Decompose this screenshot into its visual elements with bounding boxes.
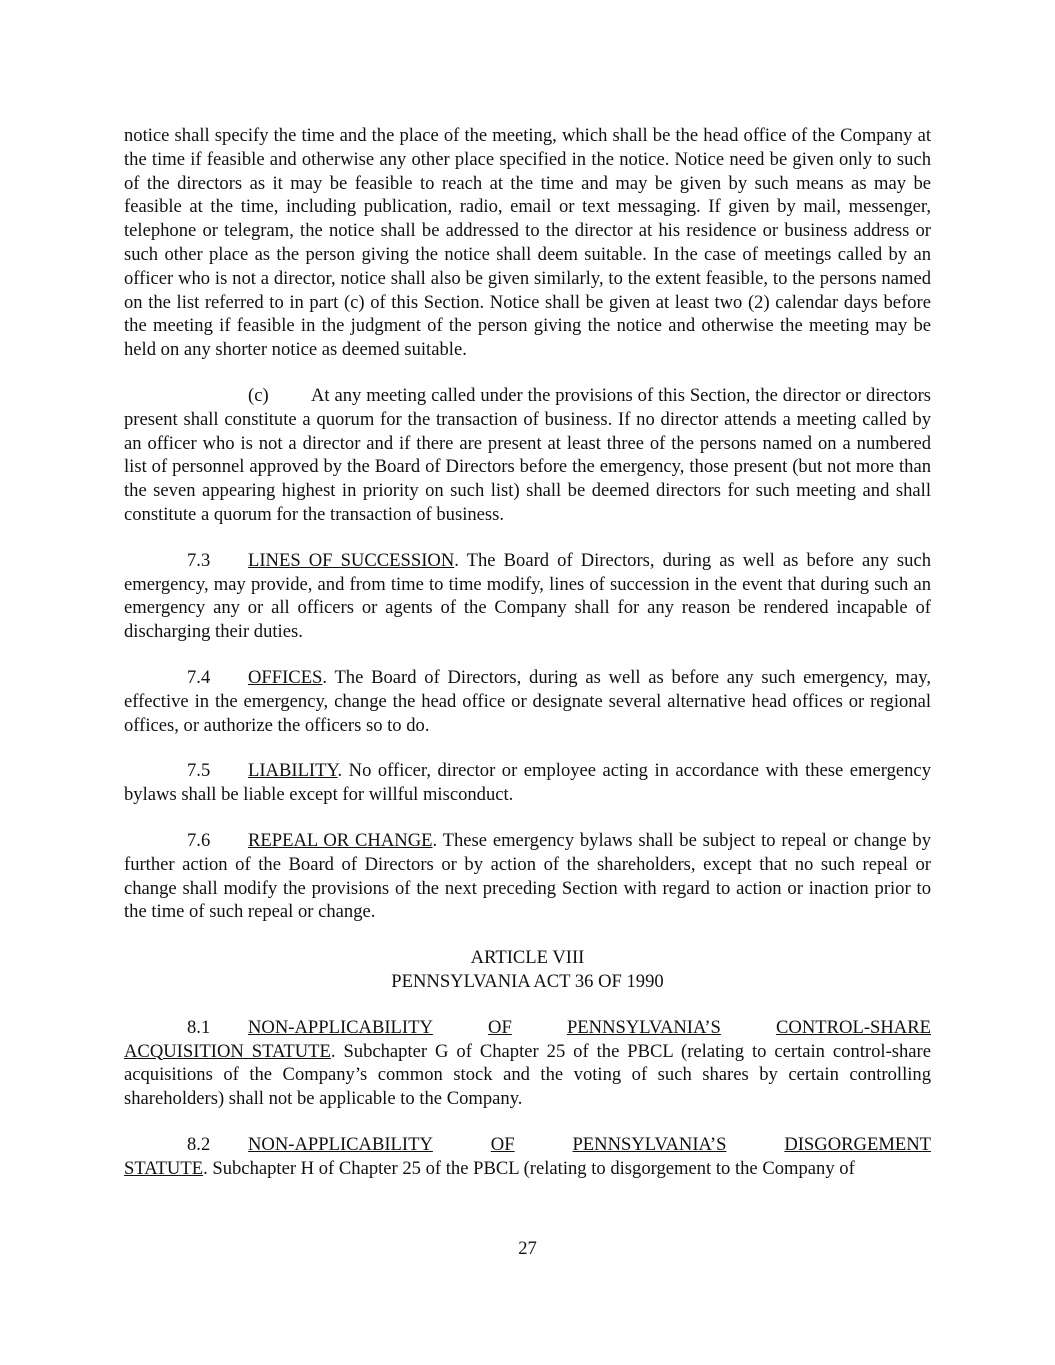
section-heading: LINES OF SUCCESSION — [248, 549, 455, 571]
section-body: . These emergency bylaws shall be subject to repeal or change by further action of the Board of Directors or by action of the shareholders, except that no such repeal or change shall modify the provisions of the next preceding Section with regard to action or inaction prior to the time of such repeal or change. — [124, 829, 931, 923]
section-heading: REPEAL OR CHANGE — [248, 829, 433, 851]
heading-word: NON-APPLICABILITY — [248, 1016, 433, 1038]
section-heading-line — [124, 1133, 931, 1157]
paragraph-notice — [124, 124, 931, 362]
heading-word: NON-APPLICABILITY — [248, 1133, 433, 1155]
section-heading: LIABILITY — [248, 760, 338, 782]
article-number: ARTICLE VIII — [470, 947, 585, 969]
section-body: . No officer, director or employee acting in accordance with these emergency bylaws shall be liable except for willful misconduct. — [124, 760, 931, 806]
section-8-2 — [124, 1133, 931, 1181]
paragraph-c-label: (c) — [248, 384, 269, 406]
section-number: 7.6 — [187, 829, 211, 851]
paragraph-notice-text: notice shall specify the time and the place of the meeting, which shall be the head office of the Company at the time if feasible and otherwise any other place specified in the notice. Notice need be given only to such of the directors as it may be feasible to reach at the time and may be given by such means as may be feasible at the time, including publication, radio, email or text messaging. If given by mail, messenger, telephone or telegram, the notice shall be addressed to the director at his residence or business address or such other place as the person giving the notice shall deem suitable. In the case of meetings called by an officer who is not a director, notice shall also be given similarly, to the extent feasible, to the persons named on the list referred to in part (c) of this Section. Notice shall be given at least two (2) calendar days before the meeting if feasible in the judgment of the person giving the notice and otherwise the meeting may be held on any shorter notice as deemed suitable. — [124, 125, 931, 361]
section-number: 8.1 — [187, 1016, 211, 1038]
section-body-block — [124, 1157, 931, 1181]
section-body: . The Board of Directors, during as well as before any such emergency, may, effective in the emergency, change the head office or designate several alternative head offices or regional offices, or authorize the officers so to do. — [124, 666, 931, 736]
section-7-5 — [124, 759, 931, 807]
section-number: 7.5 — [187, 760, 211, 782]
section-heading: OFFICES — [248, 666, 323, 688]
section-number: 8.2 — [187, 1133, 211, 1155]
section-body: . The Board of Directors, during as well as before any such emergency, may provide, and from time to time modify, lines of succession in the event that during such an emergency any or all officers or agents of the Company shall for any reason be rendered incapable of discharging their duties. — [124, 549, 932, 643]
heading-word: OF — [488, 1016, 512, 1038]
section-body: . Subchapter H of Chapter 25 of the PBCL (relating to disgorgement to the Company of — [203, 1157, 855, 1179]
paragraph-c — [124, 384, 931, 527]
section-heading — [248, 1016, 931, 1040]
article-heading — [124, 946, 931, 994]
section-heading-line — [124, 1016, 931, 1040]
heading-word: CONTROL-SHARE — [776, 1016, 931, 1038]
page-number: 27 — [518, 1238, 537, 1259]
heading-word: PENNSYLVANIA’S — [572, 1133, 727, 1155]
section-7-3 — [124, 549, 931, 644]
section-heading — [248, 1133, 931, 1157]
section-body: . Subchapter G of Chapter 25 of the PBCL (relating to certain control-share acquisitions of the Company’s common stock and the voting of such shares by certain controlling shareholders) shall not be applicable to the Company. — [124, 1040, 931, 1110]
document-page — [124, 124, 931, 1202]
section-number: 7.4 — [187, 666, 211, 688]
paragraph-c-text: At any meeting called under the provisions of this Section, the director or directors present shall constitute a quorum for the transaction of business. If no director attends a meeting called by an officer who is not a director and if there are present at least three of the persons named on a numbered list of personnel approved by the Board of Directors before the emergency, those present (but not more than the seven appearing highest in priority on such list) shall be deemed directors for such meeting and shall constitute a quorum for the transaction of business. — [124, 384, 931, 525]
section-body-block — [124, 1040, 931, 1111]
section-heading-continued: ACQUISITION STATUTE — [124, 1040, 331, 1062]
heading-word: OF — [490, 1133, 515, 1155]
section-heading-continued: STATUTE — [124, 1157, 204, 1179]
section-number: 7.3 — [187, 549, 211, 571]
section-7-4 — [124, 666, 931, 737]
section-7-6 — [124, 829, 931, 924]
heading-word: DISGORGEMENT — [784, 1133, 931, 1155]
heading-word: PENNSYLVANIA’S — [566, 1016, 721, 1038]
article-title: PENNSYLVANIA ACT 36 OF 1990 — [391, 970, 664, 992]
section-8-1 — [124, 1016, 931, 1111]
